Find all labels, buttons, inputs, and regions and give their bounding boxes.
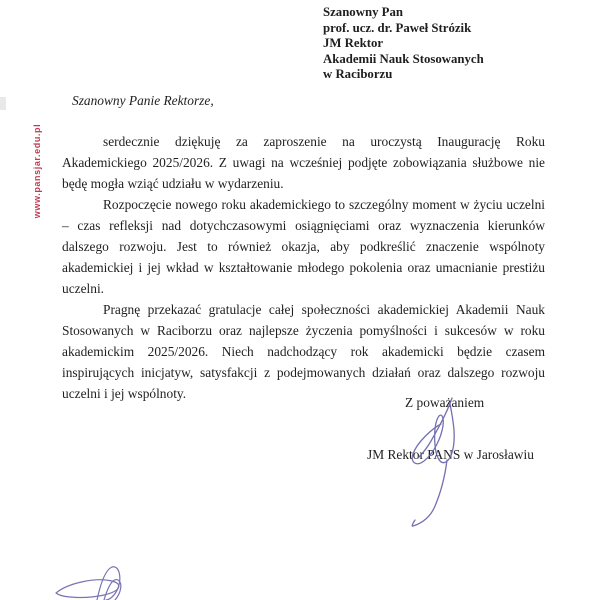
paragraph: serdecznie dziękuję za zaproszenie na uroczystą Inaugurację Roku Akademickiego 2025/2026. Z uwagi na wcześniej podjęte zobowiązania służbowe nie będę mogła wziąć udziału w wydarzeniu. [62,134,545,191]
recipient-line: Akademii Nauk Stosowanych [323,51,484,66]
recipient-block [323,5,484,83]
paragraph: Pragnę przekazać gratulacje całej społeczności akademickiej Akademii Nauk Stosowanych w Raciborzu oraz najlepsze życzenia pomyślności i sukcesów w roku akademickim 2025/2026. Niech nadchodzący rok akademicki będzie czasem inspirujących inicjatyw, satysfakcji z podejmowanych działań oraz dalszego rozwoju uczelni i jej wspólnoty. [62,302,545,401]
recipient-line: prof. ucz. dr. Paweł Strózik [323,20,472,35]
closing-phrase: Z poważaniem [405,395,485,410]
partial-signature [45,556,135,600]
salutation: Szanowny Panie Rektorze, [72,93,214,108]
paragraph: Rozpoczęcie nowego roku akademickiego to szczególny moment w życiu uczelni – czas refleksji nad dotychczasowymi osiągnięciami oraz wyznaczenia kierunków dalszego rozwoju. Jest to również okazja, aby podkreślić znaczenie wspólnoty akademickiej i jej wkład w kształtowanie młodego pokolenia oraz umacnianie prestiżu uczelni. [62,197,545,296]
recipient-line: JM Rektor [323,36,384,51]
recipient-line: w Raciborzu [323,67,393,82]
recipient-line: Szanowny Pan [323,5,403,19]
letter-body [62,131,545,404]
handwritten-signature [398,393,472,533]
scan-artifact [0,97,6,110]
website-url-vertical: www.pansjar.edu.pl [32,123,42,219]
signer-line: JM Rektor PANS w Jarosławiu [367,447,534,462]
